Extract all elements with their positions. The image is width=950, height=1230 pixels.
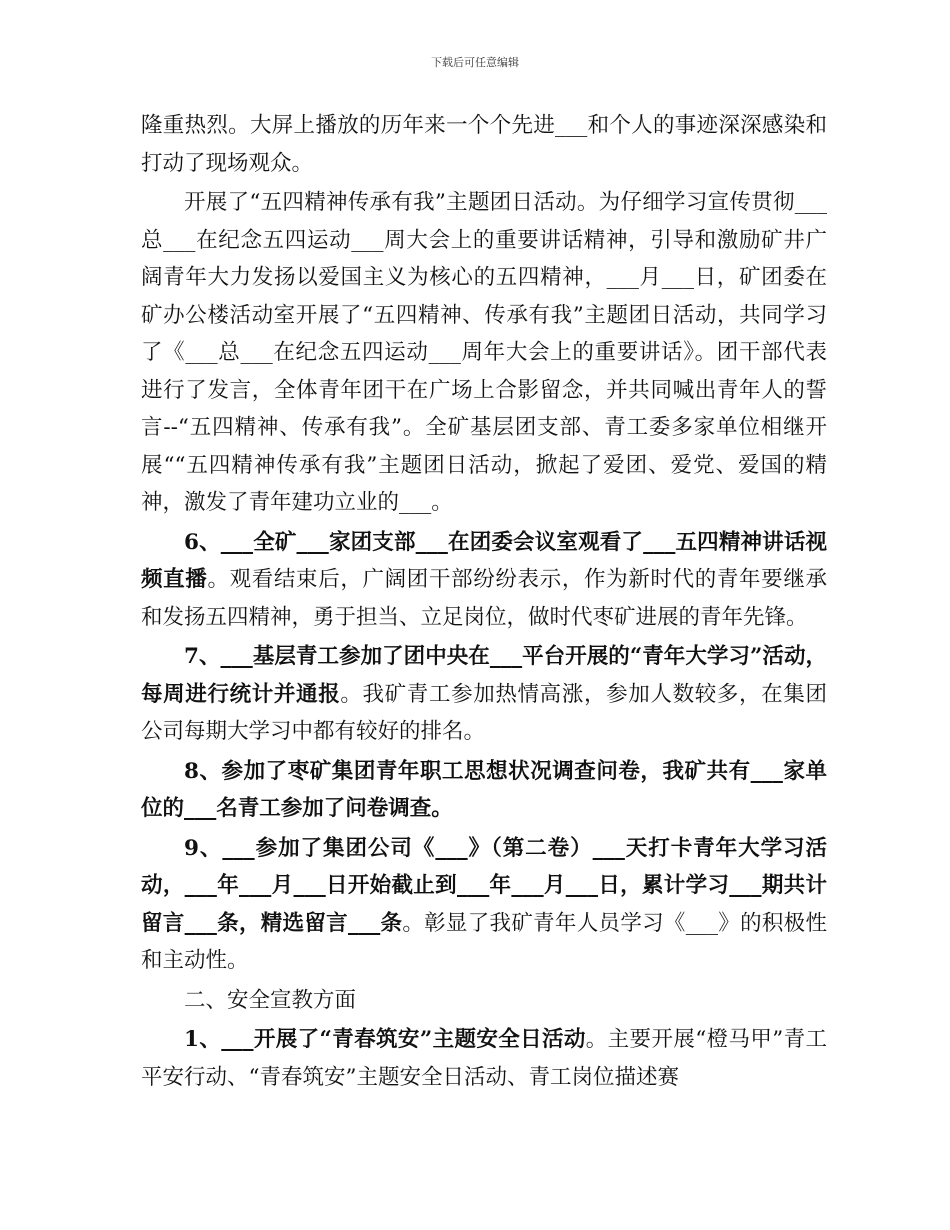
bold-lead: 9、___参加了集团公司《___》（第二卷）___天打卡青年大学习活动，___年___月___日开始截止到___年___月___日，累计学习___期共计留言___条，精选留言___条: [141, 835, 827, 936]
bold-lead: 1、___开展了“青春筑安”主题安全日活动: [184, 1027, 586, 1052]
bold-lead: 8、参加了枣矿集团青年职工思想状况调查问卷，我矿共有___家单位的___名青工参加了问卷调查。: [141, 758, 827, 821]
paragraph: 7、___基层青工参加了团中央在___平台开展的“青年大学习”活动，每周进行统计并通报。我矿青工参加热情高涨，参加人数较多，在集团公司每期大学习中都有较好的排名。: [141, 644, 827, 744]
bold-lead: 6、___全矿___家团支部___在团委会议室观看了___五四精神讲话视频直播: [141, 529, 827, 592]
paragraph: [141, 753, 827, 828]
paragraph: 9、___参加了集团公司《___》（第二卷）___天打卡青年大学习活动，___年___月___日开始截止到___年___月___日，累计学习___期共计留言___条，精选留言___条。彰显了我矿青年人员学习《___》的积极性和主动性。: [141, 835, 827, 973]
page-header: 下载后可任意编辑: [431, 56, 519, 69]
paragraph: 开展了“五四精神传承有我”主题团日活动。为仔细学习宣传贯彻___总___在纪念五四运动___周大会上的重要讲话精神，引导和激励矿井广阔青年大力发扬以爱国主义为核心的五四精神，___月___日，矿团委在矿办公楼活动室开展了“五四精神、传承有我”主题团日活动，共同学习了《___总___在纪念五四运动___周年大会上的重要讲话》。团干部代表进行了发言，全体青年团干在广场上合影留念，并共同喊出青年人的誓言--“五四精神、传承有我”。全矿基层团支部、青工委多家单位相继开展““五四精神传承有我”主题团日活动，掀起了爱团、爱党、爱国的精神，激发了青年建功立业的___。: [141, 190, 827, 515]
section-heading: 二、安全宣教方面: [184, 987, 357, 1013]
document-body: [141, 107, 827, 1098]
paragraph: 6、___全矿___家团支部___在团委会议室观看了___五四精神讲话视频直播。观看结束后，广阔团干部纷纷表示，作为新时代的青年要继承和发扬五四精神，勇于担当、立足岗位，做时代枣矿进展的青年先锋。: [141, 529, 827, 630]
bold-lead: 7、___基层青工参加了团中央在___平台开展的“青年大学习”活动，每周进行统计并通报: [141, 644, 827, 707]
paragraph: 隆重热烈。大屏上播放的历年来一个个先进___和个人的事迹深深感染和打动了现场观众。: [141, 113, 827, 176]
paragraph: 1、___开展了“青春筑安”主题安全日活动。主要开展“橙马甲”青工平安行动、“青春筑安”主题安全日活动、青工岗位描述赛: [141, 1027, 828, 1090]
